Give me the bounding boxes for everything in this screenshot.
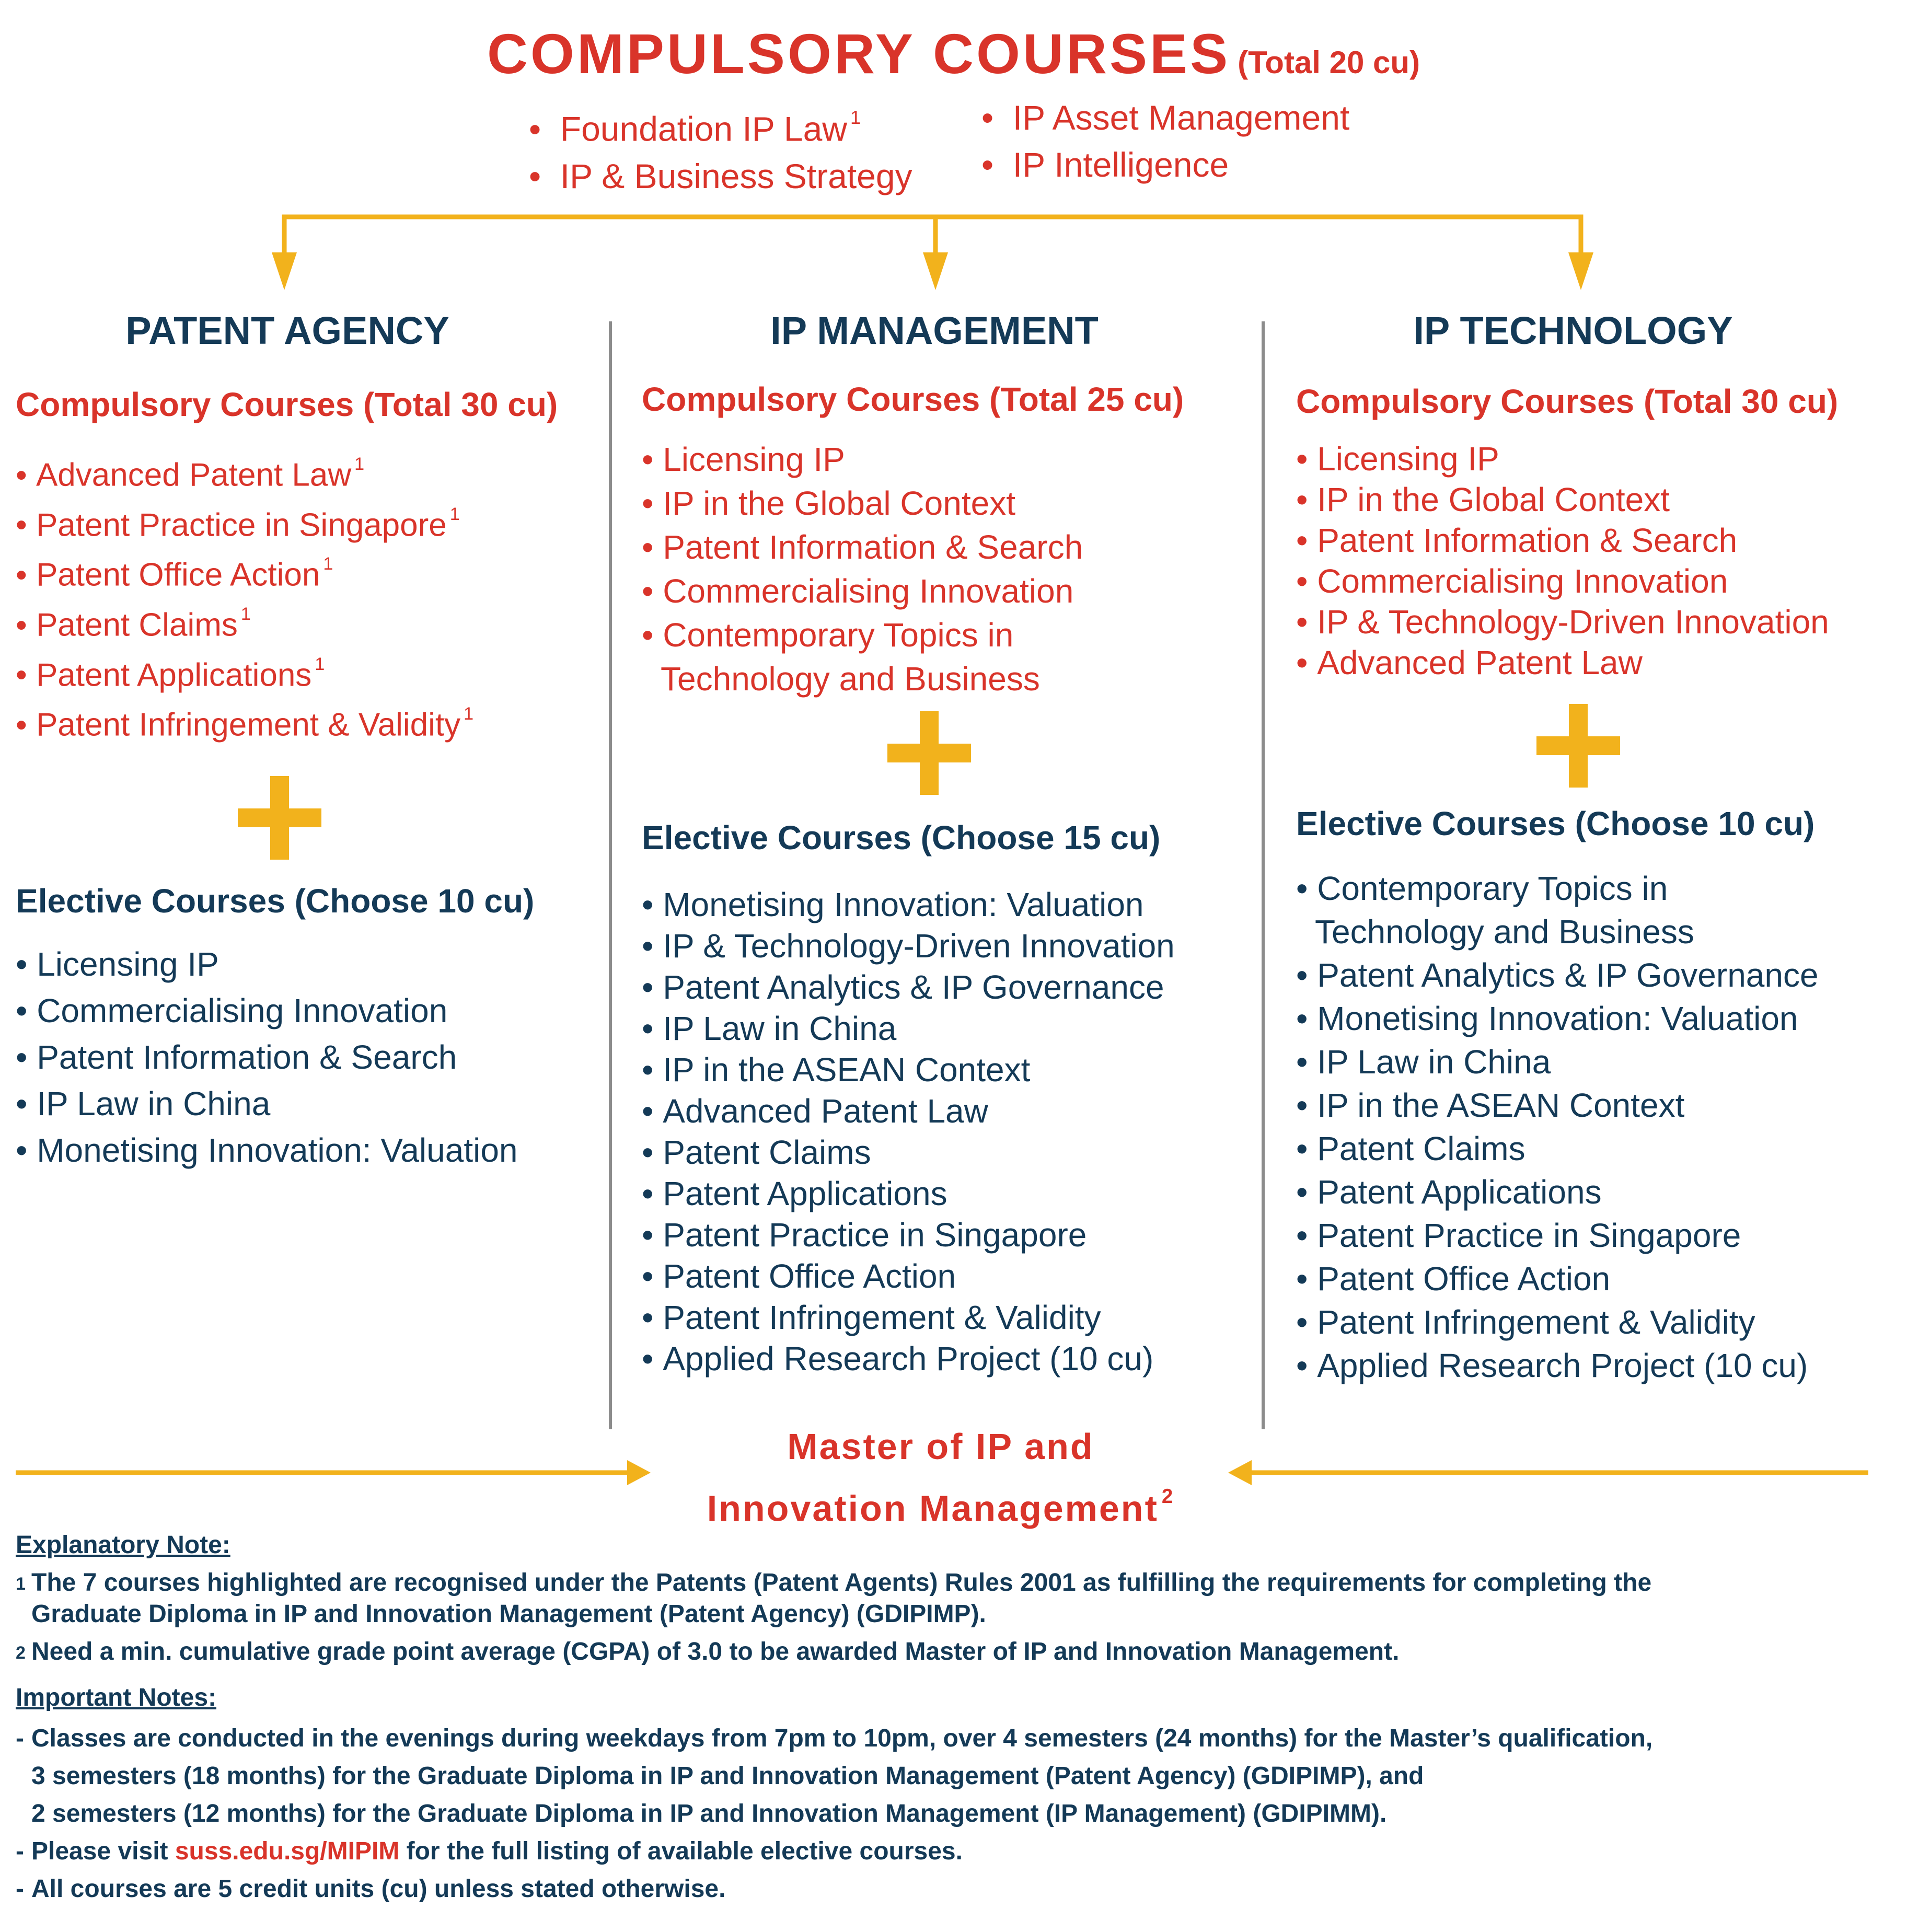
compulsory-course: • Licensing IP (642, 437, 1243, 481)
compulsory-heading: Compulsory Courses (Total 30 cu) (1296, 383, 1839, 420)
elective-course: • Applied Research Project (10 cu) (642, 1338, 1243, 1380)
ip-technology-column (1296, 308, 1897, 1387)
main-title-total: (Total 20 cu) (1238, 45, 1420, 80)
compulsory-course: • Commercialising Innovation (642, 569, 1243, 613)
core-courses-list-right (981, 94, 1349, 188)
core-courses-list-left (529, 94, 912, 200)
elective-course: • Monetising Innovation: Valuation (642, 884, 1243, 925)
elective-course: • Patent Claims (1296, 1127, 1897, 1171)
elective-course: • Patent Applications (642, 1173, 1243, 1214)
arrowhead-down (923, 252, 948, 290)
elective-course: • Licensing IP (16, 941, 601, 988)
master-line-1: Master of IP and (787, 1426, 1094, 1467)
elective-course: • IP in the ASEAN Context (1296, 1084, 1897, 1127)
core-course: • IP & Business Strategy (529, 153, 912, 200)
elective-course: • Patent Office Action (642, 1256, 1243, 1297)
footnote-1: 1 The 7 courses highlighted are recognised under the Patents (Patent Agents) Rules 2001 as fulfilling the requirements for completing the Graduate Diploma in IP and Innovation Management (Patent Agency) (GDIPIMP). (16, 1569, 1652, 1628)
elective-course: • Patent Applications (1296, 1171, 1897, 1214)
elective-course: • IP in the ASEAN Context (642, 1049, 1243, 1091)
compulsory-course: • Advanced Patent Law (1296, 642, 1897, 683)
track-title: IP MANAGEMENT (770, 309, 1099, 352)
elective-course: • Patent Claims (642, 1132, 1243, 1173)
compulsory-course: • Licensing IP (1296, 438, 1897, 479)
elective-course: • Patent Infringement & Validity (642, 1297, 1243, 1338)
elective-course: • Monetising Innovation: Valuation (1296, 997, 1897, 1040)
important-note-visit: - Please visit suss.edu.sg/MIPIM for the full listing of available elective courses. (16, 1837, 963, 1865)
important-notes-heading: Important Notes: (16, 1684, 216, 1711)
elective-course: • Commercialising Innovation (16, 988, 601, 1034)
elective-course-continued: Technology and Business (1315, 913, 1694, 951)
compulsory-course: • IP in the Global Context (642, 481, 1243, 525)
elective-course: • IP Law in China (642, 1008, 1243, 1049)
elective-course: • Contemporary Topics in (1296, 867, 1897, 910)
master-line-2: Innovation Management $^2$ (707, 1485, 1175, 1529)
compulsory-list (16, 445, 601, 745)
elective-course: • Patent Practice in Singapore (642, 1214, 1243, 1256)
elective-course: • Patent Infringement & Validity (1296, 1301, 1897, 1344)
elective-course: • Patent Analytics & IP Governance (1296, 954, 1897, 997)
main-title-text: COMPULSORY COURSES (487, 22, 1231, 85)
elective-course: • Advanced Patent Law (642, 1091, 1243, 1132)
elective-heading: Elective Courses (Choose 10 cu) (1296, 805, 1815, 842)
compulsory-course: • Patent Information & Search (1296, 520, 1897, 561)
compulsory-course: • Patent Claims $^1$ (16, 595, 601, 645)
core-course: • Foundation IP Law $^1$ (529, 94, 912, 153)
footnote-marker: 2 (1161, 1485, 1175, 1508)
explanatory-note-heading: Explanatory Note: (16, 1531, 230, 1559)
elective-list (16, 941, 601, 1174)
elective-heading: Elective Courses (Choose 15 cu) (642, 819, 1161, 857)
compulsory-list (642, 437, 1243, 701)
ip-management-column (642, 308, 1243, 1380)
elective-course: • Applied Research Project (10 cu) (1296, 1344, 1897, 1387)
patent-agency-column (16, 308, 601, 1174)
important-note-credits: - All courses are 5 credit units (cu) unless stated otherwise. (16, 1875, 726, 1903)
compulsory-course: • Patent Office Action $^1$ (16, 545, 601, 595)
compulsory-course: • Contemporary Topics in (642, 613, 1243, 657)
compulsory-course: • IP in the Global Context (1296, 479, 1897, 520)
plus-icon (1536, 704, 1620, 788)
suss-link[interactable]: suss.edu.sg/MIPIM (175, 1837, 400, 1865)
elective-course: • IP Law in China (16, 1081, 601, 1127)
compulsory-course: • Patent Information & Search (642, 525, 1243, 569)
main-title (0, 21, 1907, 86)
elective-course: • Monetising Innovation: Valuation (16, 1127, 601, 1174)
important-note-classes: - Classes are conducted in the evenings during weekdays from 7pm to 10pm, over 4 semesters (24 months) for the Master’s qualification, 3 semesters (18 months) for the Graduate Diploma in IP and Innovation Management (Patent Agency) (GDIPIMP), and 2 semesters (12 months) for the Graduate Diploma in IP and Innovation Management (IP Management) (GDIPIMM). (16, 1725, 1653, 1827)
arrowhead-down (1568, 252, 1593, 290)
branch-connector (284, 217, 1581, 253)
elective-heading: Elective Courses (Choose 10 cu) (16, 882, 535, 920)
compulsory-course: • IP & Technology-Driven Innovation (1296, 601, 1897, 642)
elective-course: • Patent Practice in Singapore (1296, 1214, 1897, 1257)
plus-icon (238, 776, 321, 860)
compulsory-course: • Commercialising Innovation (1296, 561, 1897, 601)
compulsory-course-continued: Technology and Business (661, 660, 1040, 698)
column-divider (1262, 321, 1265, 1429)
track-title: PATENT AGENCY (125, 309, 449, 352)
track-title: IP TECHNOLOGY (1413, 309, 1733, 352)
compulsory-course: • Patent Applications $^1$ (16, 645, 601, 695)
notes-section (16, 1529, 1887, 1908)
plus-icon (887, 711, 971, 795)
elective-course: • Patent Office Action (1296, 1257, 1897, 1301)
elective-list (1296, 867, 1897, 1387)
compulsory-heading: Compulsory Courses (Total 25 cu) (642, 380, 1184, 418)
elective-list (642, 884, 1243, 1380)
compulsory-list (1296, 438, 1897, 683)
footnote-2: 2 Need a min. cumulative grade point average (CGPA) of 3.0 to be awarded Master of IP and Innovation Management. (16, 1638, 1400, 1665)
compulsory-course: • Patent Practice in Singapore $^1$ (16, 495, 601, 545)
core-course: • IP Asset Management (981, 94, 1349, 141)
arrowhead-down (272, 252, 297, 290)
master-outcome (627, 1421, 1254, 1534)
footnote-marker: 1 (850, 107, 861, 128)
elective-course: • Patent Information & Search (16, 1034, 601, 1081)
column-divider (609, 321, 612, 1429)
compulsory-course: • Advanced Patent Law $^1$ (16, 445, 601, 495)
elective-course: • IP & Technology-Driven Innovation (642, 925, 1243, 967)
elective-course: • Patent Analytics & IP Governance (642, 967, 1243, 1008)
compulsory-heading: Compulsory Courses (Total 30 cu) (16, 386, 558, 423)
core-course: • IP Intelligence (981, 141, 1349, 188)
elective-course: • IP Law in China (1296, 1040, 1897, 1084)
compulsory-course: • Patent Infringement & Validity $^1$ (16, 695, 601, 745)
